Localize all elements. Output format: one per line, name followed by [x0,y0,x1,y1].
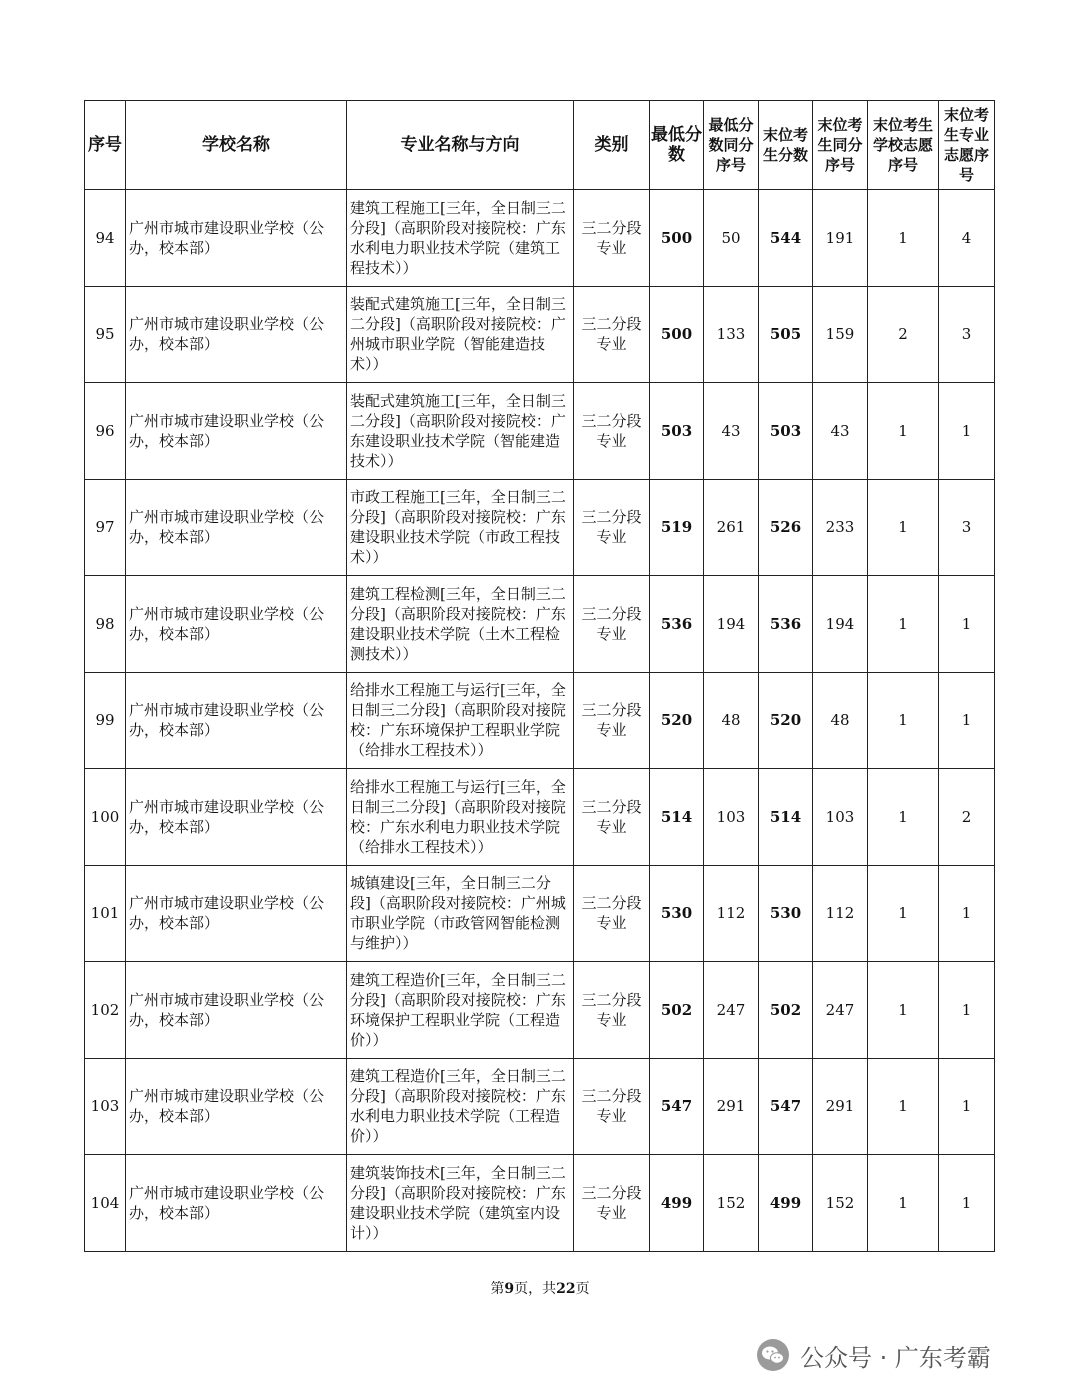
cell-min-same-rank: 261 [704,479,759,576]
table-row [85,672,995,769]
cell-last-same-rank: 159 [813,286,868,383]
footer-middle: 页，共 [514,1281,557,1297]
cell-seq: 94 [85,190,126,287]
cell-min-score: 502 [650,962,704,1059]
cell-major: 建筑工程施工[三年，全日制三二分段]（高职阶段对接院校：广东水利电力职业技术学院（建筑工程技术）） [347,190,574,287]
cell-last-major-order: 1 [939,865,995,962]
cell-last-major-order: 3 [939,479,995,576]
cell-last-score: 547 [759,1058,813,1155]
cell-last-major-order: 4 [939,190,995,287]
cell-min-same-rank: 247 [704,962,759,1059]
cell-major: 给排水工程施工与运行[三年，全日制三二分段]（高职阶段对接院校：广东水利电力职业技术学院（给排水工程技术）） [347,769,574,866]
cell-seq: 103 [85,1058,126,1155]
cell-last-same-rank: 247 [813,962,868,1059]
cell-seq: 104 [85,1155,126,1252]
header-seq: 序号 [85,101,126,190]
header-major: 专业名称与方向 [347,101,574,190]
table-row [85,383,995,480]
cell-seq: 97 [85,479,126,576]
cell-category: 三二分段专业 [574,672,650,769]
cell-major: 建筑装饰技术[三年，全日制三二分段]（高职阶段对接院校：广东建设职业技术学院（建筑室内设计）） [347,1155,574,1252]
cell-last-same-rank: 112 [813,865,868,962]
cell-last-major-order: 1 [939,1155,995,1252]
cell-last-major-order: 3 [939,286,995,383]
cell-last-school-order: 1 [868,672,939,769]
footer-page-number: 9 [504,1281,515,1297]
cell-school: 广州市城市建设职业学校（公办，校本部） [126,576,347,673]
cell-min-same-rank: 194 [704,576,759,673]
cell-min-same-rank: 50 [704,190,759,287]
cell-category: 三二分段专业 [574,769,650,866]
cell-min-score: 514 [650,769,704,866]
cell-last-major-order: 1 [939,1058,995,1155]
table-row [85,576,995,673]
cell-major: 装配式建筑施工[三年，全日制三二分段]（高职阶段对接院校：广东建设职业技术学院（智能建造技术）） [347,383,574,480]
cell-last-score: 520 [759,672,813,769]
cell-last-major-order: 1 [939,962,995,1059]
cell-min-same-rank: 43 [704,383,759,480]
wechat-icon [756,1338,790,1372]
admission-score-table [84,100,995,1252]
cell-category: 三二分段专业 [574,576,650,673]
cell-min-score: 500 [650,286,704,383]
cell-last-score: 536 [759,576,813,673]
cell-last-school-order: 1 [868,962,939,1059]
watermark [756,1338,991,1372]
table-row [85,962,995,1059]
cell-min-score: 547 [650,1058,704,1155]
cell-last-score: 499 [759,1155,813,1252]
table-row [85,479,995,576]
header-min-score: 最低分数 [650,101,704,190]
footer-prefix: 第 [490,1281,505,1297]
header-last-school-order: 末位考生学校志愿序号 [868,101,939,190]
cell-last-school-order: 1 [868,576,939,673]
cell-category: 三二分段专业 [574,286,650,383]
cell-last-school-order: 1 [868,383,939,480]
cell-category: 三二分段专业 [574,1058,650,1155]
cell-school: 广州市城市建设职业学校（公办，校本部） [126,479,347,576]
cell-last-same-rank: 152 [813,1155,868,1252]
header-min-same-rank: 最低分数同分序号 [704,101,759,190]
cell-major: 建筑工程造价[三年，全日制三二分段]（高职阶段对接院校：广东水利电力职业技术学院（工程造价）） [347,1058,574,1155]
cell-seq: 99 [85,672,126,769]
table-row [85,1058,995,1155]
cell-min-same-rank: 291 [704,1058,759,1155]
cell-last-score: 544 [759,190,813,287]
cell-last-school-order: 1 [868,865,939,962]
cell-last-same-rank: 233 [813,479,868,576]
cell-last-school-order: 1 [868,769,939,866]
cell-min-score: 520 [650,672,704,769]
cell-last-score: 526 [759,479,813,576]
table-row [85,1155,995,1252]
header-category: 类别 [574,101,650,190]
footer-suffix: 页 [575,1281,590,1297]
page-footer [0,1278,1080,1298]
header-last-major-order: 末位考生专业志愿序号 [939,101,995,190]
cell-seq: 102 [85,962,126,1059]
table-row [85,286,995,383]
cell-min-score: 530 [650,865,704,962]
cell-last-major-order: 1 [939,576,995,673]
cell-category: 三二分段专业 [574,383,650,480]
cell-school: 广州市城市建设职业学校（公办，校本部） [126,672,347,769]
header-last-score: 末位考生分数 [759,101,813,190]
cell-min-score: 519 [650,479,704,576]
cell-last-school-order: 1 [868,479,939,576]
cell-last-same-rank: 48 [813,672,868,769]
cell-major: 给排水工程施工与运行[三年，全日制三二分段]（高职阶段对接院校：广东环境保护工程职业学院（给排水工程技术）） [347,672,574,769]
cell-last-same-rank: 43 [813,383,868,480]
table-row [85,865,995,962]
cell-min-score: 500 [650,190,704,287]
cell-seq: 101 [85,865,126,962]
cell-min-same-rank: 133 [704,286,759,383]
cell-category: 三二分段专业 [574,1155,650,1252]
cell-last-score: 514 [759,769,813,866]
cell-last-school-order: 1 [868,1155,939,1252]
cell-school: 广州市城市建设职业学校（公办，校本部） [126,1058,347,1155]
cell-min-score: 536 [650,576,704,673]
cell-school: 广州市城市建设职业学校（公办，校本部） [126,962,347,1059]
cell-last-score: 530 [759,865,813,962]
cell-category: 三二分段专业 [574,190,650,287]
cell-last-same-rank: 194 [813,576,868,673]
cell-school: 广州市城市建设职业学校（公办，校本部） [126,1155,347,1252]
cell-category: 三二分段专业 [574,962,650,1059]
cell-min-score: 499 [650,1155,704,1252]
cell-last-score: 505 [759,286,813,383]
cell-last-major-order: 1 [939,672,995,769]
cell-major: 建筑工程造价[三年，全日制三二分段]（高职阶段对接院校：广东环境保护工程职业学院（工程造价）） [347,962,574,1059]
footer-total-pages: 22 [556,1281,576,1297]
cell-last-same-rank: 291 [813,1058,868,1155]
cell-last-major-order: 1 [939,383,995,480]
cell-min-same-rank: 152 [704,1155,759,1252]
cell-last-same-rank: 191 [813,190,868,287]
header-last-same-rank: 末位考生同分序号 [813,101,868,190]
cell-last-major-order: 2 [939,769,995,866]
cell-min-same-rank: 48 [704,672,759,769]
cell-major: 市政工程施工[三年，全日制三二分段]（高职阶段对接院校：广东建设职业技术学院（市政工程技术）） [347,479,574,576]
cell-major: 装配式建筑施工[三年，全日制三二分段]（高职阶段对接院校：广州城市职业学院（智能建造技术）） [347,286,574,383]
cell-min-same-rank: 112 [704,865,759,962]
cell-school: 广州市城市建设职业学校（公办，校本部） [126,190,347,287]
cell-last-score: 502 [759,962,813,1059]
cell-last-school-order: 1 [868,190,939,287]
table-row [85,769,995,866]
cell-category: 三二分段专业 [574,479,650,576]
cell-seq: 100 [85,769,126,866]
cell-category: 三二分段专业 [574,865,650,962]
cell-seq: 98 [85,576,126,673]
cell-school: 广州市城市建设职业学校（公办，校本部） [126,769,347,866]
cell-last-school-order: 2 [868,286,939,383]
cell-school: 广州市城市建设职业学校（公办，校本部） [126,383,347,480]
table-row [85,190,995,287]
table-header-row [85,101,995,190]
cell-min-score: 503 [650,383,704,480]
cell-last-score: 503 [759,383,813,480]
cell-seq: 95 [85,286,126,383]
cell-major: 城镇建设[三年，全日制三二分段]（高职阶段对接院校：广州城市职业学院（市政管网智能检测与维护）） [347,865,574,962]
watermark-text: 公众号 · 广东考霸 [800,1343,991,1372]
cell-school: 广州市城市建设职业学校（公办，校本部） [126,865,347,962]
cell-min-same-rank: 103 [704,769,759,866]
header-school: 学校名称 [126,101,347,190]
cell-last-school-order: 1 [868,1058,939,1155]
cell-school: 广州市城市建设职业学校（公办，校本部） [126,286,347,383]
cell-seq: 96 [85,383,126,480]
cell-major: 建筑工程检测[三年，全日制三二分段]（高职阶段对接院校：广东建设职业技术学院（土木工程检测技术）） [347,576,574,673]
cell-last-same-rank: 103 [813,769,868,866]
